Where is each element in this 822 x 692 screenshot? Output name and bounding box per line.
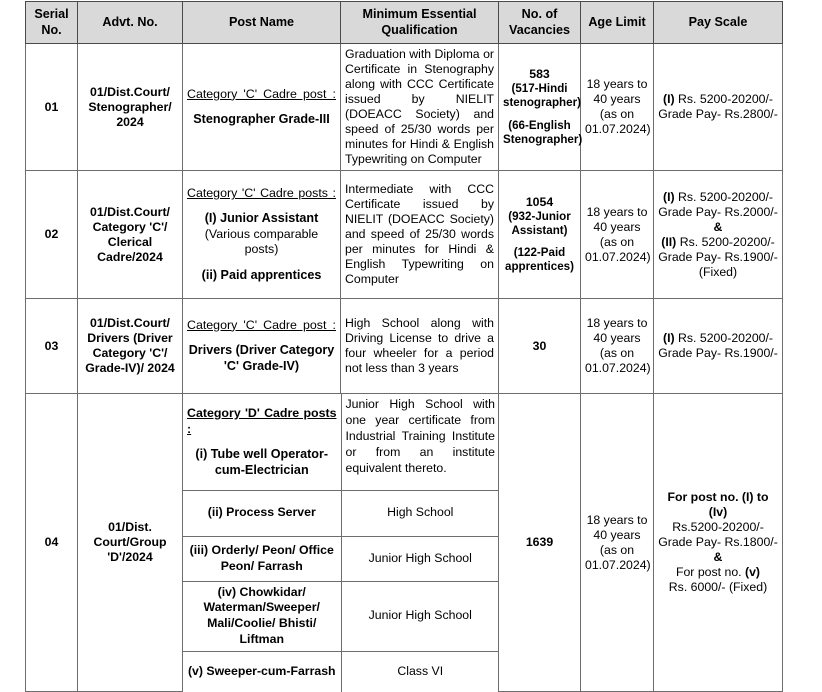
pay-scale-index-v: (v) (745, 565, 761, 580)
pay-scale-line-5 (658, 565, 778, 580)
cell-age-limit: 18 years to 40 years (as on 01.07.2024) (581, 299, 654, 394)
cell-no-of-vacancies (499, 171, 581, 299)
cell-advt-no: 01/Dist.Court/ Stenographer/ 2024 (78, 44, 183, 171)
vacancies-breakdown-1: (932-Junior Assistant) (508, 209, 571, 237)
sub-cell-post-name: (ii) Process Server (183, 490, 341, 536)
table-header (26, 2, 783, 44)
cell-no-of-vacancies (499, 44, 581, 171)
cell-post-name (183, 44, 341, 171)
cell-post-and-qualification-group (183, 394, 499, 692)
pay-scale-value: Rs. 5200-20200/- Grade Pay- Rs.2800/- (658, 92, 778, 121)
pay-scale-line-5-text: For post no. (675, 565, 742, 580)
sub-row (183, 652, 499, 692)
pay-scale-index-1: (I) (662, 189, 675, 204)
table-body (26, 44, 783, 692)
pay-scale-line-2: Grade Pay- Rs.2000/- (658, 204, 778, 219)
cell-pay-scale (654, 44, 783, 171)
cell-post-name (183, 171, 341, 299)
pay-scale-line-2: (Iv) (708, 505, 728, 520)
sub-cell-post-name: (v) Sweeper-cum-Farrash (183, 652, 341, 692)
vacancies-breakdown-1: (517-Hindi stenographer) (503, 82, 581, 110)
table-row (26, 394, 783, 692)
table-row (26, 299, 783, 394)
cell-advt-no: 01/Dist. Court/Group 'D'/2024 (78, 394, 183, 692)
cell-post-name (183, 299, 341, 394)
sub-row (183, 394, 499, 490)
cell-serial-no: 03 (26, 299, 78, 394)
column-header-advt-no: Advt. No. (78, 2, 183, 44)
post-category-label: Category 'D' Cadre posts : (187, 405, 337, 436)
sub-cell-post-name: (iv) Chowkidar/ Waterman/Sweeper/ Mali/Coolie/ Bhisti/ Liftman (183, 581, 341, 652)
column-header-pay-scale: Pay Scale (654, 2, 783, 44)
post-name-label: Drivers (Driver Category 'C' Grade-IV) (188, 342, 335, 374)
cell-pay-scale (654, 299, 783, 394)
pay-scale-line-1: For post no. (I) to (667, 490, 769, 505)
cell-minimum-qualification: Graduation with Diploma or Certificate in Stenography along with CCC Certificate issued by NIELIT (DOEACC Society) and speed of 25/30 words per minutes for Hindi & English Typewriting on Computer (341, 44, 499, 171)
sub-cell-qualification: Junior High School (341, 581, 499, 652)
vacancies-breakdown-2: (66-English Stenographer) (503, 118, 583, 146)
cell-minimum-qualification: High School along with Driving License to drive a four wheeler for a period not less than 3 years (341, 299, 499, 394)
column-header-serial-no: Serial No. (26, 2, 78, 44)
sub-cell-post-name: (iii) Orderly/ Peon/ Office Peon/ Farrash (183, 536, 341, 581)
sub-row (183, 536, 499, 581)
table-row (26, 171, 783, 299)
post-name-label-2: (ii) Paid apprentices (201, 267, 322, 282)
pay-scale-index: (I) (662, 92, 675, 106)
sub-cell-qualification: Junior High School with one year certificate from Industrial Training Institute or from an institute equivalent thereto. (341, 394, 499, 490)
column-header-post-name: Post Name (183, 2, 341, 44)
cell-serial-no: 02 (26, 171, 78, 299)
column-header-minimum-essential-qualification: Minimum Essential Qualification (341, 2, 499, 44)
recruitment-details-table (25, 1, 783, 692)
post-name-sub-1: (Various comparable posts) (204, 226, 319, 257)
cell-age-limit: 18 years to 40 years (as on 01.07.2024) (581, 171, 654, 299)
pay-scale-index: (I) (662, 331, 675, 345)
post-category-label: Category 'C' Cadre posts : (187, 186, 336, 201)
sub-cell-qualification: Junior High School (341, 536, 499, 581)
table-row (26, 44, 783, 171)
pay-scale-line-5: (Fixed) (698, 264, 738, 279)
sub-row (183, 581, 499, 652)
pay-scale-line-4: Grade Pay- Rs.1800/- (658, 535, 778, 550)
pay-scale-value-1: Rs. 5200-20200/- (678, 189, 774, 204)
cell-minimum-qualification: Intermediate with CCC Certificate issued by NIELIT (DOEACC Society) and speed of 25/30 words per minutes for Hindi & English Typewriting on Computer (341, 171, 499, 299)
cell-age-limit: 18 years to 40 years (as on 01.07.2024) (581, 44, 654, 171)
post-name-label-1: (I) Junior Assistant (204, 211, 319, 226)
pay-scale-line-3: Rs.5200-20200/- (672, 520, 764, 535)
post-name-label: Stenographer Grade-III (193, 111, 330, 126)
pay-scale-index-2: (II) (661, 234, 677, 249)
sub-posts-table (183, 394, 499, 692)
sub-cell-post-name (183, 394, 341, 490)
cell-pay-scale (654, 171, 783, 299)
sub-cell-qualification: Class VI (341, 652, 499, 692)
cell-advt-no: 01/Dist.Court/ Category 'C'/ Clerical Cadre/2024 (78, 171, 183, 299)
cell-age-limit: 18 years to 40 years (as on 01.07.2024) (581, 394, 654, 692)
vacancies-total: 583 (529, 67, 550, 82)
cell-no-of-vacancies: 1639 (499, 394, 581, 692)
pay-scale-ampersand: & (713, 550, 723, 565)
sub-row (183, 490, 499, 536)
pay-scale-value: Rs. 5200-20200/- Grade Pay- Rs.1900/- (658, 331, 778, 360)
cell-pay-scale (654, 394, 783, 692)
cell-advt-no: 01/Dist.Court/ Drivers (Driver Category 'C'/ Grade-IV)/ 2024 (78, 299, 183, 394)
vacancies-total: 1054 (525, 194, 554, 209)
post-category-label: Category 'C' Cadre post : (187, 86, 336, 101)
pay-scale-ampersand: & (713, 219, 723, 234)
cell-serial-no: 04 (26, 394, 78, 692)
pay-scale-line-3 (658, 235, 778, 250)
pay-scale-line-6: Rs. 6000/- (Fixed) (668, 580, 768, 595)
column-header-age-limit: Age Limit (581, 2, 654, 44)
sub-cell-qualification: High School (341, 490, 499, 536)
cell-serial-no: 01 (26, 44, 78, 171)
pay-scale-value-2: Rs. 5200-20200/- (679, 234, 775, 249)
pay-scale-line-4: Grade Pay- Rs.1900/- (658, 249, 778, 264)
vacancies-breakdown-2: (122-Paid apprentices) (505, 246, 574, 274)
header-row (26, 2, 783, 44)
cell-no-of-vacancies: 30 (499, 299, 581, 394)
sub-post-label: (i) Tube well Operator-cum-Electrician (195, 447, 329, 478)
post-category-label: Category 'C' Cadre post : (187, 317, 336, 332)
column-header-no-of-vacancies: No. of Vacancies (499, 2, 581, 44)
pay-scale-line-1 (658, 190, 778, 205)
